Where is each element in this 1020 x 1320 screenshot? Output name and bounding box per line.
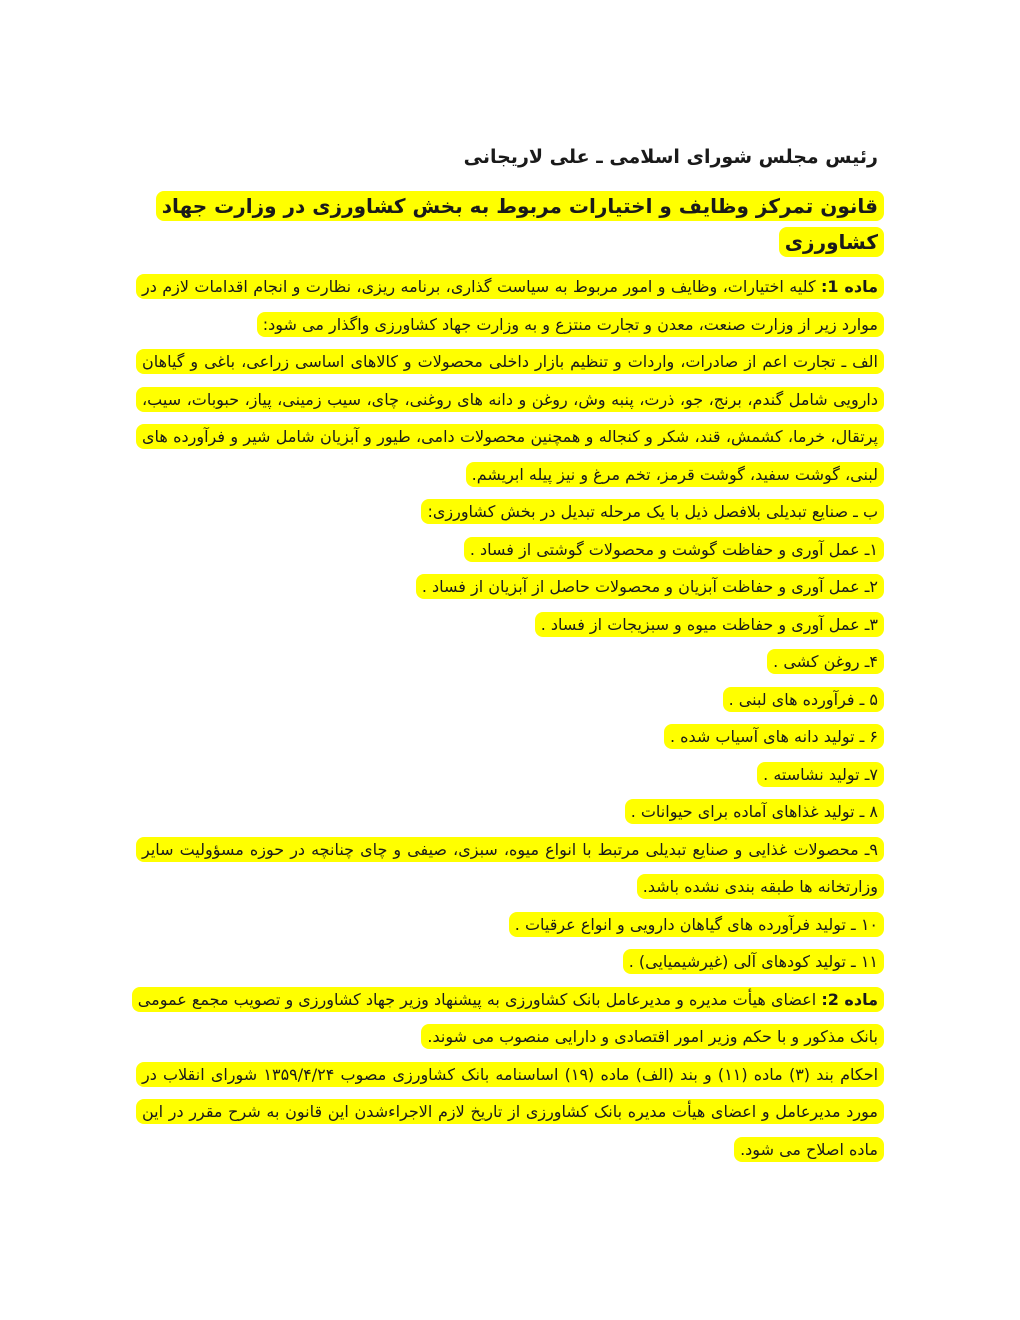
- list-item: [136, 643, 884, 681]
- article-2: [136, 981, 884, 1056]
- list-item-text: ۷ـ تولید نشاسته .: [757, 762, 884, 787]
- clause-alef-text: الف ـ تجارت اعم از صادرات، واردات و تنظیم بازار داخلی محصولات و کالاهای اساسی زراعی، باغی و گیاهان دارویی شامل گندم، برنج، جو، ذرت، پنبه وش، روغن و دانه های روغنی، چای، سیب زمینی، پیاز، حبوبات، سیب، پرتقال، خرما، کشمش، قند، شکر و کنجاله و همچنین محصولات دامی، طیور و آبزیان شامل شیر و فرآورده های لبنی، گوشت سفید، گوشت قرمز، تخم مرغ و نیز پیله ابریشم.: [136, 349, 884, 487]
- article-1-highlight: [136, 274, 884, 337]
- list-item-text: ۴ـ روغن کشی .: [767, 649, 884, 674]
- document-page: [136, 140, 884, 1168]
- list-item: [136, 756, 884, 794]
- list-item-text: ۱۱ ـ تولید کودهای آلی (غیرشیمیایی) .: [623, 949, 884, 974]
- clause-be: [136, 493, 884, 531]
- clause-alef: [136, 343, 884, 493]
- list-item: [136, 793, 884, 831]
- clause-be-text: ب ـ صنایع تبدیلی بلافصل ذیل با یک مرحله تبدیل در بخش کشاورزی:: [421, 499, 884, 524]
- list-item-text: ۶ ـ تولید دانه های آسیاب شده .: [664, 724, 884, 749]
- article-1-label: ماده 1:: [821, 277, 879, 296]
- article-2-highlight: [132, 987, 884, 1050]
- law-title-text: قانون تمرکز وظایف و اختیارات مربوط به بخش کشاورزی در وزارت جهاد کشاورزی: [156, 191, 884, 257]
- list-item: [136, 718, 884, 756]
- list-item-text: ۳ـ عمل آوری و حفاظت میوه و سبزیجات از فساد .: [535, 612, 884, 637]
- list-item-text: ۹ـ محصولات غذایی و صنایع تبدیلی مرتبط با انواع میوه، سبزی، صیفی و چای چنانچه در حوزه مسؤولیت سایر وزارتخانه ها طبقه بندی نشده باشد.: [136, 837, 884, 900]
- law-title: [136, 188, 884, 260]
- closing-paragraph-text: احکام بند (۳) ماده (۱۱) و بند (الف) ماده (۱۹) اساسنامه بانک کشاورزی مصوب ۱۳۵۹/۴/۲۴ شورای انقلاب در مورد مدیرعامل و اعضای هیأت مدیره بانک کشاورزی از تاریخ لازم الاجراءشدن این قانون به شرح مقرر در این ماده اصلاح می شود.: [136, 1062, 884, 1162]
- article-2-label: ماده 2:: [821, 989, 878, 1009]
- list-item-text: ۵ ـ فرآورده های لبنی .: [723, 687, 884, 712]
- list-item-text: ۸ ـ تولید غذاهای آماده برای حیوانات .: [625, 799, 884, 824]
- signature-line: [136, 140, 884, 174]
- list-item: [136, 568, 884, 606]
- list-item-text: ۱ـ عمل آوری و حفاظت گوشت و محصولات گوشتی از فساد .: [464, 537, 884, 562]
- closing-paragraph: [136, 1056, 884, 1169]
- list-item: [136, 606, 884, 644]
- article-1: [136, 268, 884, 343]
- list-item: [136, 681, 884, 719]
- list-item: [136, 943, 884, 981]
- list-item-text: ۲ـ عمل آوری و حفاظت آبزیان و محصولات حاصل از آبزیان از فساد .: [416, 574, 884, 599]
- list-item: [136, 531, 884, 569]
- list-item-text: ۱۰ ـ تولید فرآورده های گیاهان دارویی و انواع عرقیات .: [509, 912, 884, 937]
- list-item: [136, 906, 884, 944]
- list-item: [136, 831, 884, 906]
- article-1-text: کلیه اختیارات، وظایف و امور مربوط به سیاست گذاری، برنامه ریزی، نظارت و انجام اقدامات لازم در موارد زیر از وزارت صنعت، معدن و تجارت منتزع و به وزارت جهاد کشاورزی واگذار می شود:: [142, 277, 878, 334]
- signature-text: رئیس مجلس شورای اسلامی ـ علی لاریجانی: [463, 146, 878, 168]
- article-2-text: اعضای هیأت مدیره و مدیرعامل بانک کشاورزی به پیشنهاد وزیر جهاد کشاورزی و تصویب مجمع عمومی بانک مذکور و با حکم وزیر امور اقتصادی و دارایی منصوب می شوند.: [137, 989, 878, 1046]
